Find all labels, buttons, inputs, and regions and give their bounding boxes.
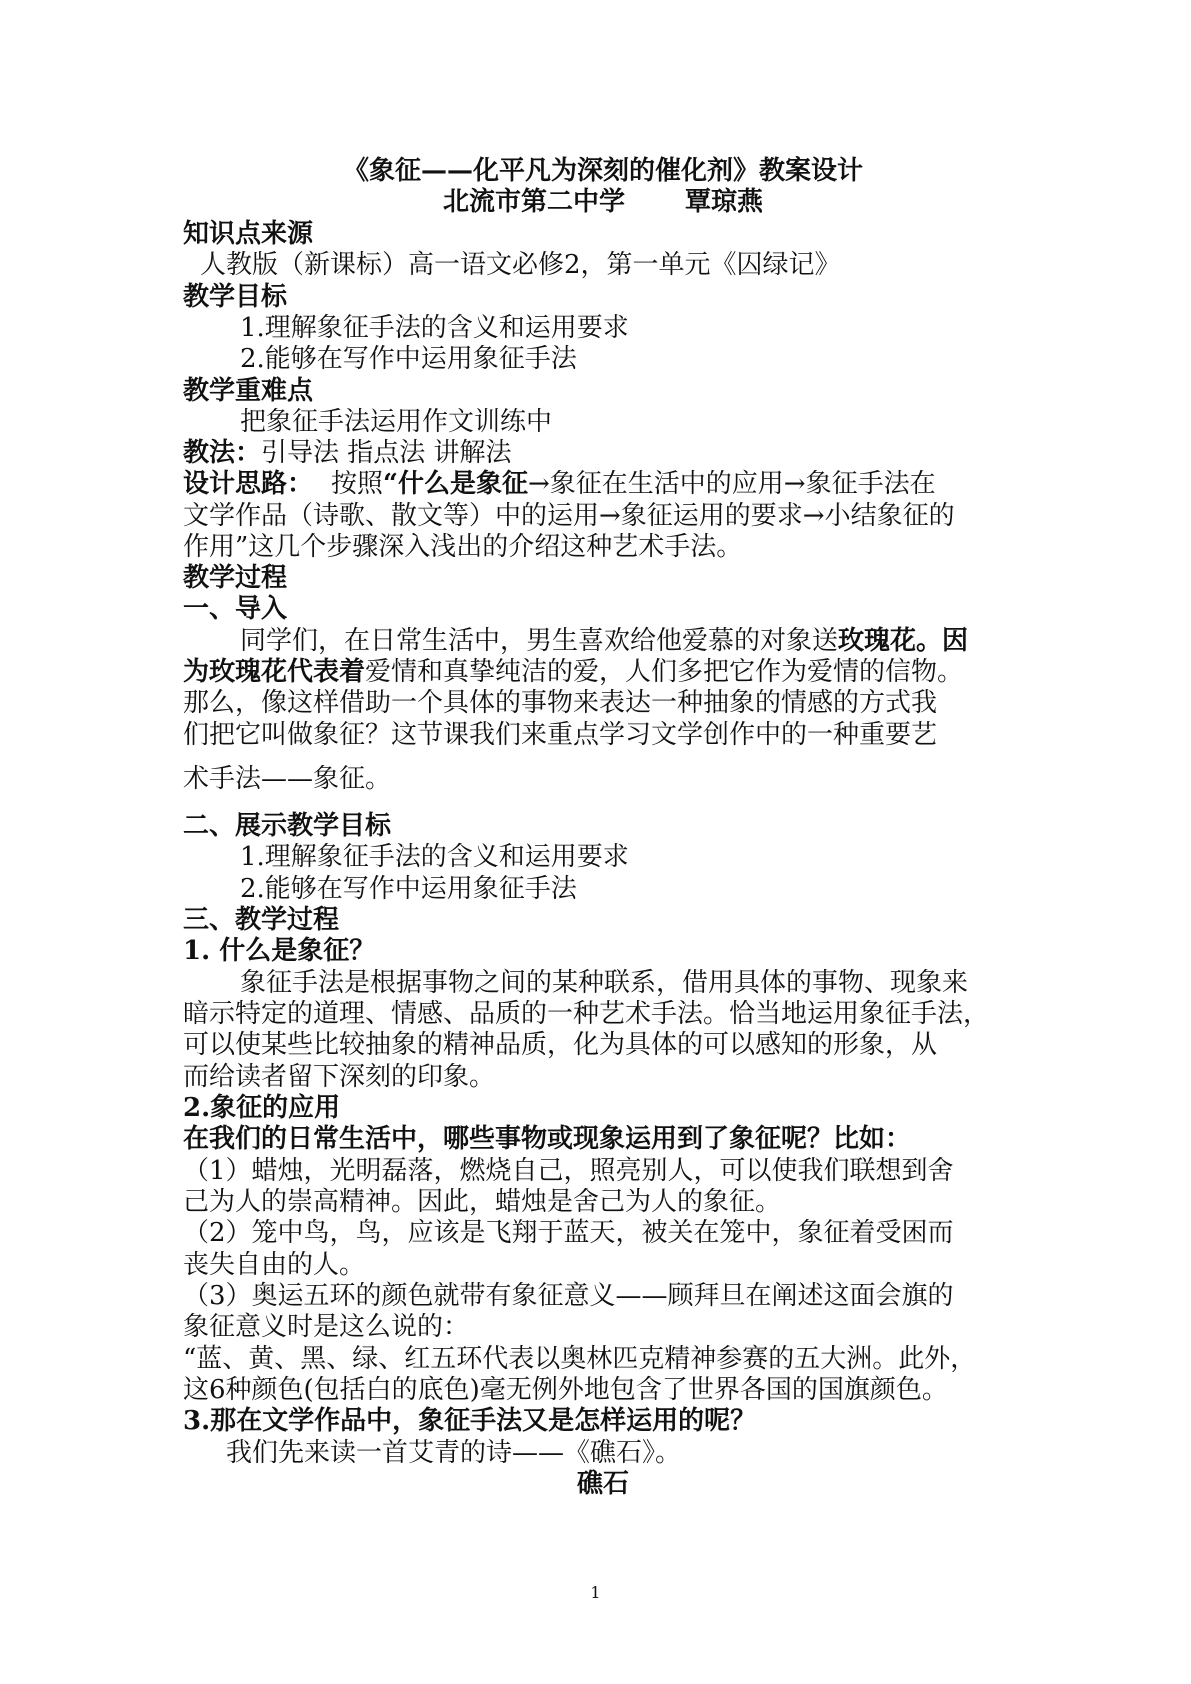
text-line <box>183 438 1023 468</box>
text-line: 2.能够在写作中运用象征手法 <box>240 344 577 374</box>
section-heading: 三、教学过程 <box>183 905 340 935</box>
section-heading: 2.象征的应用 <box>183 1093 341 1123</box>
text-line: 2.能够在写作中运用象征手法 <box>240 874 577 904</box>
page-number: 1 <box>590 1583 601 1602</box>
text-line <box>240 626 1080 656</box>
text-line <box>183 657 1023 687</box>
text-line: 那么，像这样借助一个具体的事物来表达一种抽象的情感的方式我 <box>183 688 938 718</box>
section-heading: 教学过程 <box>183 563 288 593</box>
section-heading: 1. 什么是象征？ <box>183 936 376 966</box>
text-line: 这6种颜色(包括白的底色)毫无例外地包含了世界各国的国旗颜色。 <box>183 1375 948 1405</box>
text-run-bold: “什么是象征 <box>383 469 528 499</box>
text-line: 己为人的崇高精神。因此，蜡烛是舍己为人的象征。 <box>183 1187 782 1217</box>
text-line <box>183 469 1023 499</box>
text-line: 把象征手法运用作文训练中 <box>240 407 553 437</box>
text-run: 爱情和真挚纯洁的爱，人们多把它作为爱情的信物。 <box>365 657 964 687</box>
text-run: 按照 <box>331 469 384 499</box>
document-subtitle <box>183 187 1023 217</box>
section-heading: 在我们的日常生活中，哪些事物或现象运用到了象征呢？比如： <box>183 1124 912 1154</box>
text-line: 暗示特定的道理、情感、品质的一种艺术手法。恰当地运用象征手法， <box>183 999 990 1029</box>
section-heading: 二、展示教学目标 <box>183 811 392 841</box>
text-line: （2）笼中鸟，鸟，应该是飞翔于蓝天，被关在笼中，象征着受困而 <box>183 1218 954 1248</box>
label: 教法： <box>183 438 262 468</box>
school-name: 北流市第二中学 <box>442 187 625 217</box>
text-line: 我们先来读一首艾青的诗——《礁石》。 <box>226 1438 682 1468</box>
author-name: 覃琼燕 <box>685 187 764 217</box>
text-line: 术手法——象征。 <box>183 764 392 794</box>
value: 引导法 指点法 讲解法 <box>261 438 512 468</box>
text-run-bold: 玫瑰花。因 <box>838 626 969 656</box>
text-line: 人教版（新课标）高一语文必修2，第一单元《囚绿记》 <box>200 250 841 280</box>
text-run-bold: 为玫瑰花代表着 <box>183 657 366 687</box>
section-heading: 3.那在文学作品中，象征手法又是怎样运用的呢？ <box>183 1406 757 1436</box>
section-heading: 教学目标 <box>183 282 288 312</box>
label: 设计思路： <box>183 469 314 499</box>
document-title: 《象征——化平凡为深刻的催化剂》教案设计 <box>342 156 863 186</box>
text-line: 丧失自由的人。 <box>183 1250 366 1280</box>
section-heading: 一、导入 <box>183 594 288 624</box>
text-line: “蓝、黄、黑、绿、红五环代表以奥林匹克精神参赛的五大洲。此外， <box>183 1344 977 1374</box>
text-line: 们把它叫做象征？这节课我们来重点学习文学创作中的一种重要艺 <box>183 720 938 750</box>
text-line: 而给读者留下深刻的印象。 <box>183 1062 496 1092</box>
text-line: 1.理解象征手法的含义和运用要求 <box>240 842 629 872</box>
text-line: 可以使某些比较抽象的精神品质，化为具体的可以感知的形象，从 <box>183 1030 938 1060</box>
text-line: 作用”这几个步骤深入浅出的介绍这种艺术手法。 <box>183 532 743 562</box>
section-heading: 知识点来源 <box>183 219 314 249</box>
text-line: （3）奥运五环的颜色就带有象征意义——顾拜旦在阐述这面会旗的 <box>183 1281 954 1311</box>
text-run: 同学们，在日常生活中，男生喜欢给他爱慕的对象送 <box>240 626 839 656</box>
text-line: 文学作品（诗歌、散文等）中的运用→象征运用的要求→小结象征的 <box>183 501 955 531</box>
text-line: 1.理解象征手法的含义和运用要求 <box>240 313 629 343</box>
text-run: →象征在生活中的应用→象征手法在 <box>528 469 936 499</box>
text-line: 象征手法是根据事物之间的某种联系，借用具体的事物、现象来 <box>240 968 969 998</box>
section-heading: 教学重难点 <box>183 376 314 406</box>
text-line: 象征意义时是这么说的： <box>183 1312 470 1342</box>
poem-title: 礁石 <box>576 1469 629 1499</box>
text-line: （1）蜡烛，光明磊落，燃烧自己，照亮别人，可以使我们联想到舍 <box>183 1156 954 1186</box>
